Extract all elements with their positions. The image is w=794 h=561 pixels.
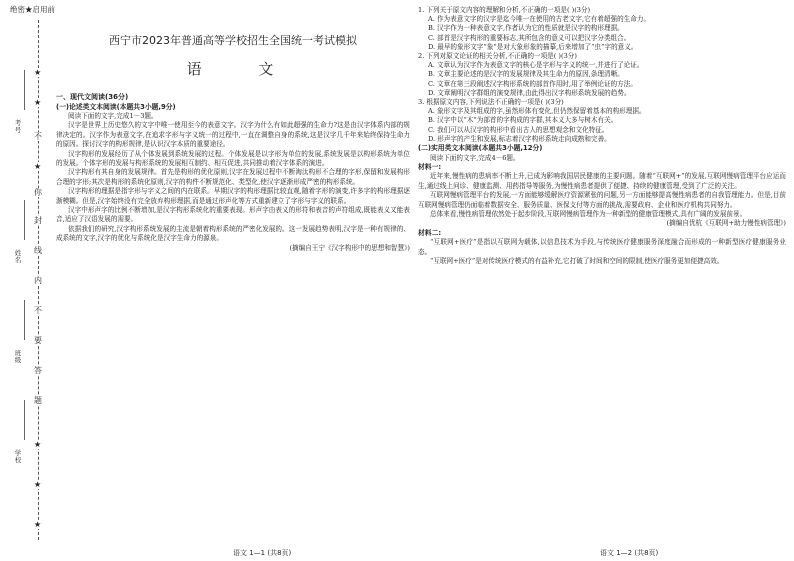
citation: (摘编自王宁《汉字构形中的思想和智慧》) (289, 243, 410, 252)
field-rule (24, 400, 25, 440)
page-footer-left: 语文 1—1 (共8页) (233, 549, 292, 557)
option: A. 象形文字及其组成的字,虽然形体有变化,但仍然保留着基本的构形理据。 (428, 107, 646, 116)
paragraph: 汉字构形的理据是指字形与字义之间的内在联系。早期汉字的构形理据比较直观,随着字形的演变,许多字的构形理据逐渐模糊。但是,汉字始终没有完全放弃构形理据,而是通过形声化等方式重新建立了字形与字义的联系。 (56, 187, 410, 205)
option: B. 文章主要论述的是汉字的发展规律及其生命力的原因,条理清晰。 (428, 70, 624, 79)
subsection-heading: (二)实用类文本阅读(本题共3小题,12分) (418, 144, 543, 153)
material-heading: 材料二: (418, 228, 442, 237)
right-column (418, 6, 786, 267)
paragraph: “互联网+医疗”是对传统医疗模式的有益补充,它打破了时间和空间的限制,使医疗服务更加便捷高效。 (430, 257, 724, 266)
reading-intro: 阅读下面的文字,完成1－3题。 (68, 112, 158, 120)
question-3 (418, 98, 786, 144)
question-stem: 1. 下列关于原文内容的理解和分析,不正确的一项是( )(3分) (418, 6, 591, 14)
binding-char: 你 (34, 188, 42, 197)
binding-margin (6, 20, 52, 540)
binding-char: 要 (34, 336, 42, 345)
paragraph: 汉字构形的发展经历了从个体发展到系统发展的过程。个体发展是以字形为单位的发展,系统发展是以构形系统为单位的发展。个体字形的发展与构形系统的发展相互制约、相互促进,共同推动着汉字体系的演进。 (56, 149, 410, 168)
binding-char: 内 (34, 276, 42, 285)
option: C. 我们可以从汉字的构形中看出古人的思想观念和文化特征。 (428, 125, 609, 134)
citation: (摘编自优杭《互联网+助力慢性病管理》) (666, 219, 786, 228)
material-heading: 材料一: (418, 162, 442, 171)
field-exam-number: 考号 (14, 119, 22, 134)
paragraph: 汉字中形声字的比例不断增加,是汉字构形系统化的重要表现。形声字由表义的形符和表音的声符组成,既能表义又能表音,适应了汉语发展的需要。 (56, 206, 410, 224)
option: D. 最早的象形文字“象”是对大象形象的描摹,后来增加了“虫”字的意义。 (428, 42, 638, 51)
field-rule (24, 70, 25, 110)
binding-char: 线 (34, 246, 42, 255)
left-column (56, 6, 410, 253)
field-class: 班级 (14, 349, 22, 364)
paragraph: 互联网慢病管理平台的发展,一方面能够缓解医疗资源紧张的问题,另一方面能够提高慢性病患者的自我管理能力。但是,目前互联网慢病管理仍面临着数据安全、服务质量、医保支付等方面的挑战,需要政府、企业和医疗机构共同努力。 (418, 191, 786, 209)
page-footer-right: 语文 1—2 (共8页) (600, 549, 659, 557)
paragraph: 汉字构形有其自身的发展规律。首先是构形的优化原则,汉字在发展过程中不断淘汰构形不合理的字形,保留和发展构形合理的字形;其次是构形的系统化原则,汉字的构件不断规范化、类型化,使汉字逐渐形成严密的构形系统。 (56, 168, 410, 186)
binding-char: ★ (34, 440, 42, 449)
subsection-heading: (一)论述类文本阅读(本题共3小题,9分) (56, 102, 176, 111)
binding-char: ★ (34, 520, 42, 529)
option: A. 作为表意文字的汉字是迄今唯一在使用的古老文字,它有着超强的生命力。 (428, 15, 651, 24)
binding-char: 封 (34, 216, 42, 225)
paragraph: 近年来,慢性病的患病率不断上升,已成为影响我国居民健康的主要问题。随着“互联网+”的发展,互联网慢病管理平台应运而生,通过线上问诊、健康监测、用药指导等服务,为慢性病患者提供了便捷、持续的健康管理,受到了广泛的关注。 (418, 172, 786, 190)
subject-title: 语 文 (186, 60, 300, 78)
binding-char: ★ (34, 162, 42, 171)
reading-intro: 阅读下面的文字,完成4－6题。 (430, 153, 520, 162)
question-2 (418, 52, 786, 98)
field-rule (24, 200, 25, 240)
question-stem: 3. 根据原文内容,下列说法不正确的一项是( )(3分) (418, 98, 564, 107)
binding-char: 题 (34, 396, 42, 405)
binding-char: 不 (34, 132, 42, 141)
binding-char: 不 (34, 306, 42, 315)
binding-char: ★ (34, 98, 42, 107)
paragraph: 依据我们的研究,汉字构形系统发展的主流是朝着构形系统的严密化发展的。这一发展趋势表明,汉字是一种有规律的、成系统的文字,汉字的优化与系统化是汉字生命力的源泉。 (56, 224, 410, 243)
secret-label: 绝密★启用前 (10, 5, 55, 14)
option: C. 部首是汉字构形的重要标志,其所包含的意义可以把汉字分类组合。 (428, 33, 631, 42)
field-school: 学校 (14, 449, 22, 464)
field-name: 姓名 (14, 249, 22, 264)
option: D. 文章阐明汉字群组的演变规律,由此得出汉字构形系统发展的趋势。 (428, 88, 631, 97)
field-rule (24, 300, 25, 340)
binding-char: ★ (34, 480, 42, 489)
paragraph: “互联网+医疗”是指以互联网为载体,以信息技术为手段,与传统医疗健康服务深度融合而形成的一种新型医疗健康服务业态。 (418, 238, 786, 256)
section-heading: 一、现代文阅读(36分) (56, 93, 129, 101)
exam-title: 西宁市2023年普通高等学校招生全国统一考试模拟 (109, 34, 357, 47)
paragraph: 汉字是世界上历史悠久的文字中唯一使用至今的表意文字。汉字为什么有如此超强的生命力?这是由汉字体系内部的规律决定的。汉字作为表意文字,在追求字形与字义统一的过程中,一直在调整自身的系统,这是汉字几千年来始终保持生命力的原因。探讨汉字的构形规律,是认识汉字本质的重要途径。 (56, 121, 410, 149)
option: C. 文章在第三段阐述汉字构形系统的部首作用时,用了举例论证的方法。 (428, 79, 637, 88)
question-stem: 2. 下列对原文论证的相关分析,不正确的一项是( )(3分) (418, 52, 577, 61)
question-1 (418, 6, 786, 52)
option: B. 汉字作为一种表意文字,作者认为它的性质就是汉字的构形理据。 (428, 24, 624, 33)
option: D. 形声字的产生和发展,标志着汉字构形系统走向成熟和完善。 (428, 134, 611, 143)
option: B. 汉字中以“木”为部首的字构成的字群,其本义大多与树木有关。 (428, 116, 618, 125)
binding-char: 答 (34, 366, 42, 375)
paragraph: 总体来看,慢性病管理依然处于起步阶段,互联网慢病管理作为一种新型的健康管理模式,具有广阔的发展前景。 (430, 210, 747, 219)
binding-char: ★ (34, 68, 42, 77)
option: A. 文章认为汉字作为表意文字的核心是字形与字义的统一,并进行了论证。 (428, 61, 644, 70)
